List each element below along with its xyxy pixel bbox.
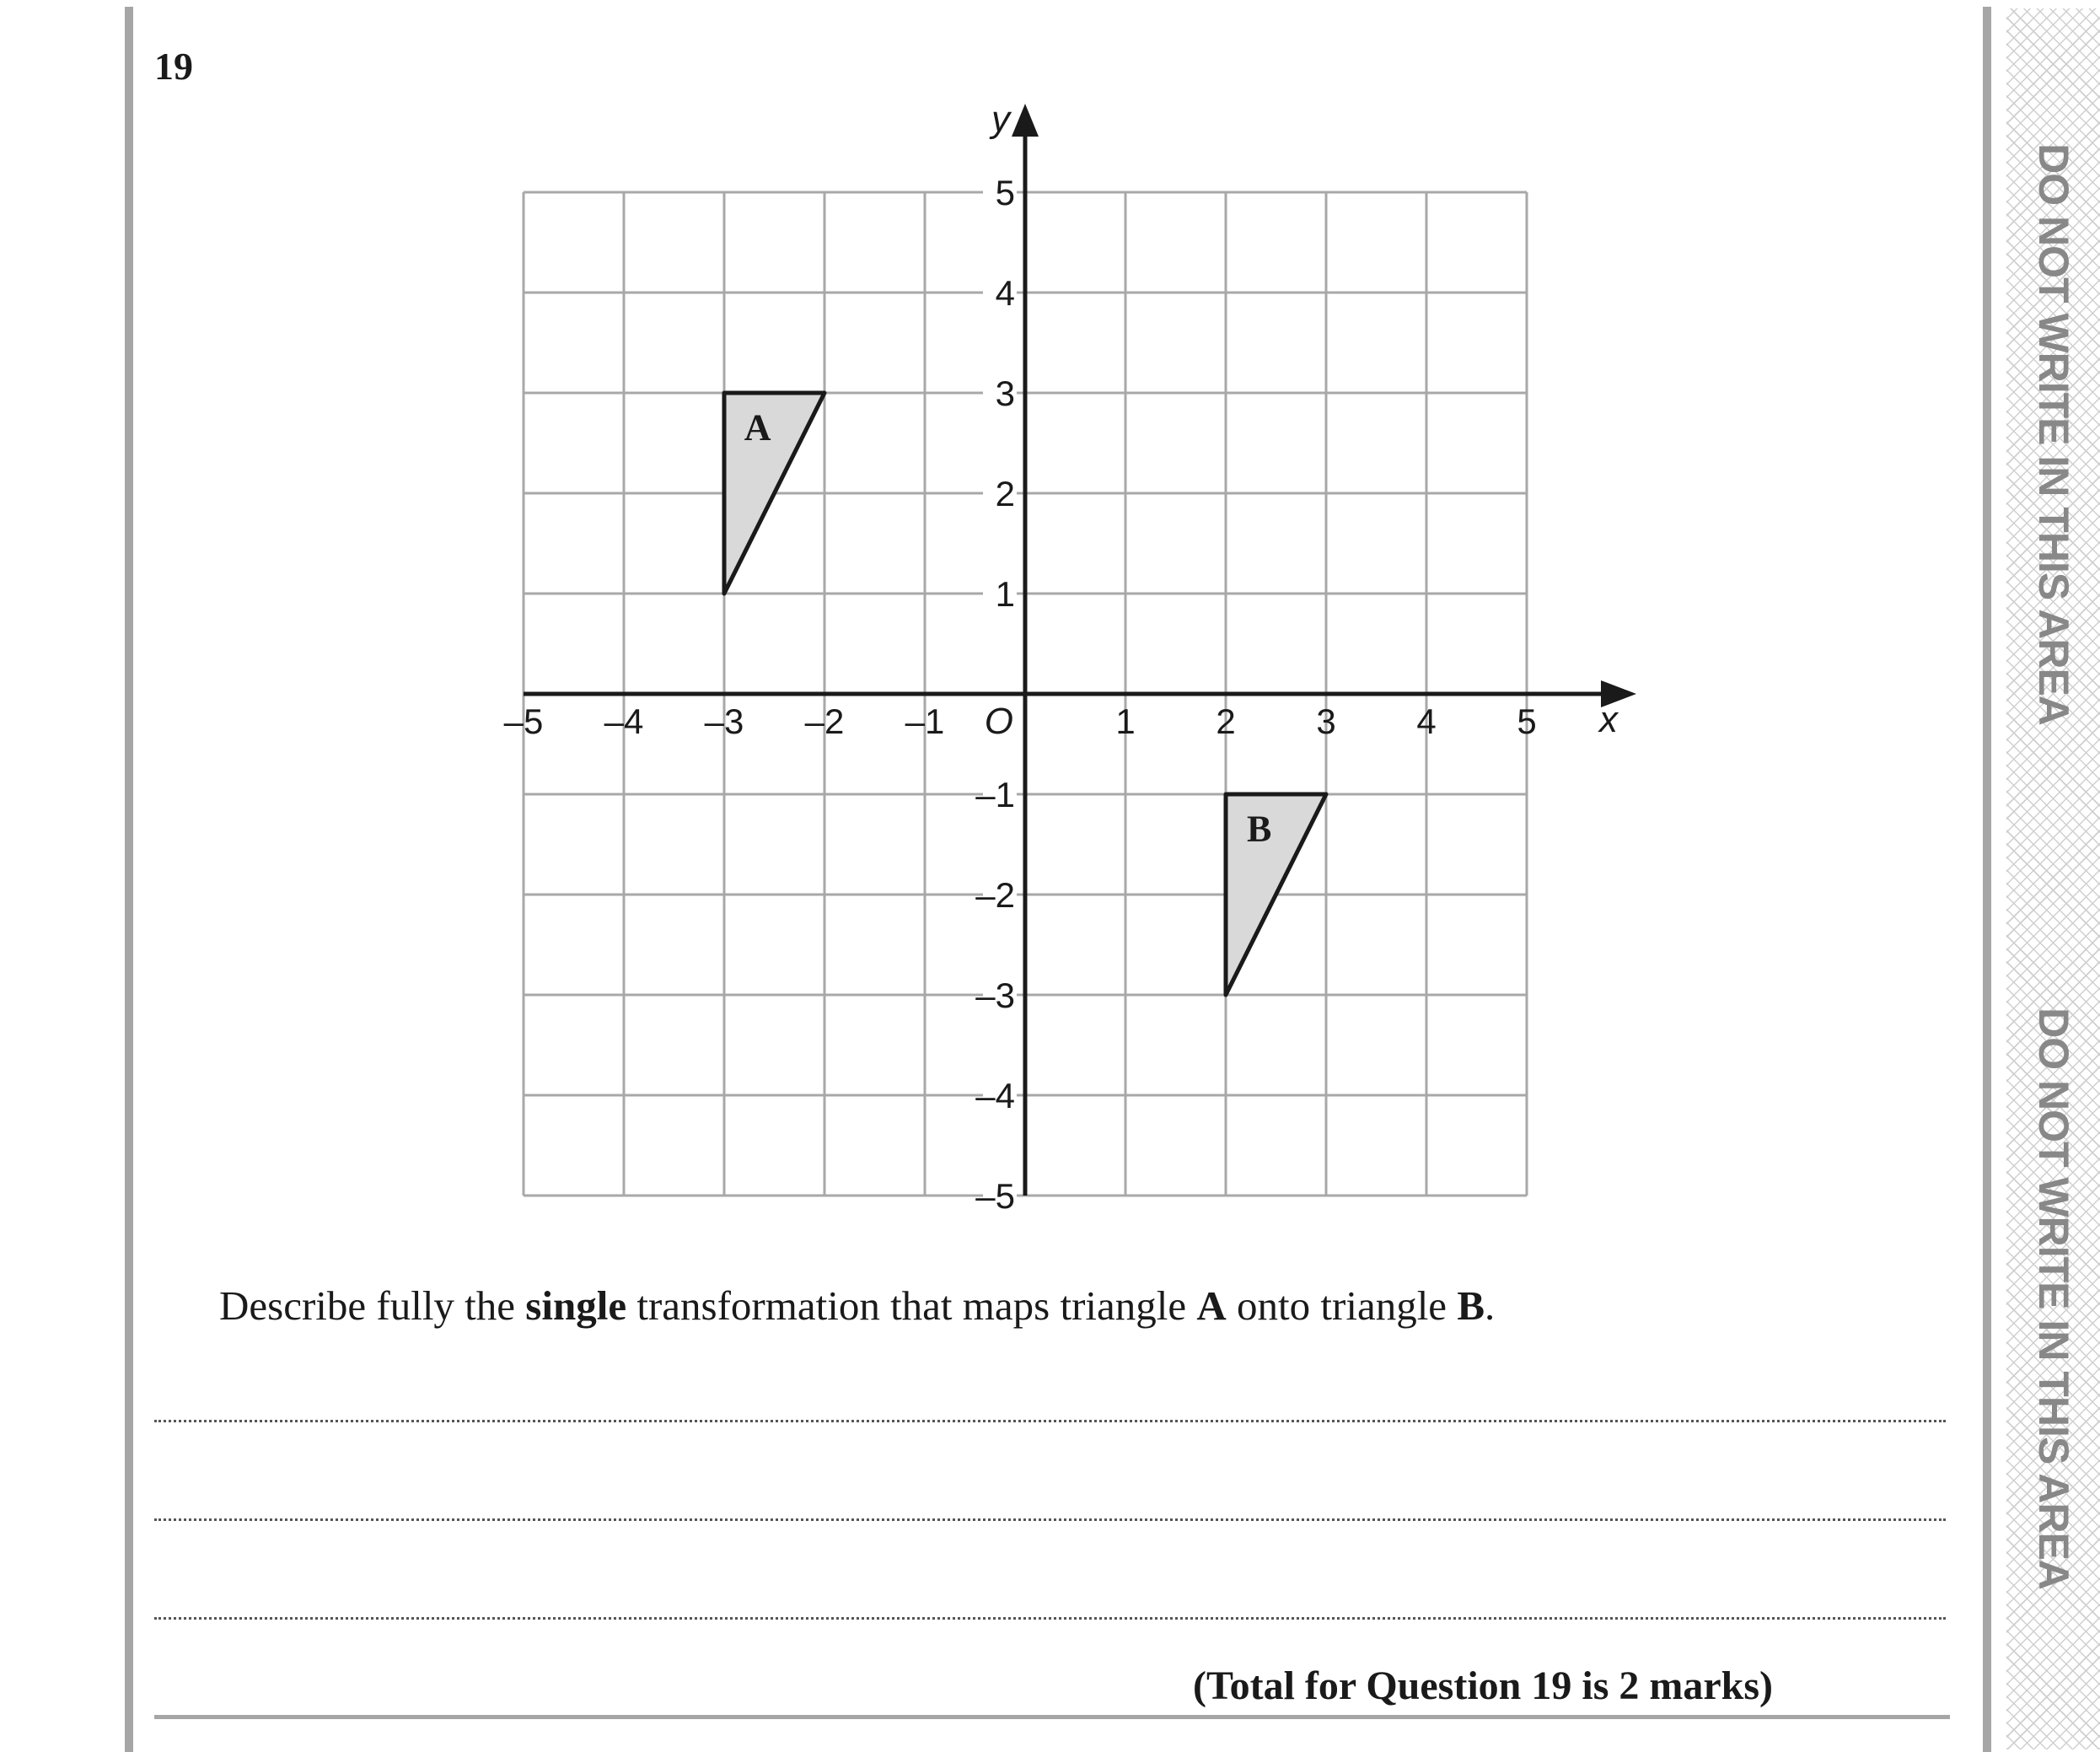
question-text [219, 1282, 1495, 1330]
x-tick-label: –2 [804, 701, 845, 741]
x-tick-label: –5 [503, 701, 544, 741]
axes [524, 104, 1636, 1196]
answer-line[interactable] [154, 1617, 1946, 1620]
x-tick-label: –4 [604, 701, 644, 741]
origin-label: O [984, 701, 1013, 742]
y-tick-label: 1 [995, 574, 1015, 614]
question-emphasis-single: single [525, 1282, 627, 1329]
question-emphasis-a: A [1196, 1282, 1227, 1329]
total-marks: (Total for Question 19 is 2 marks) [1193, 1663, 1774, 1708]
y-tick-label: 2 [995, 474, 1015, 513]
y-axis-label: y [991, 99, 1010, 140]
y-tick-label: 5 [995, 173, 1015, 212]
y-tick-label: –1 [975, 775, 1015, 814]
x-tick-label: 3 [1316, 701, 1336, 741]
y-tick-label: –5 [975, 1176, 1015, 1216]
x-tick-label: 2 [1216, 701, 1236, 741]
margin-notice-top: DO NOT WRITE IN THIS AREA [2030, 143, 2077, 725]
y-axis-arrow [1012, 104, 1039, 137]
triangle-label-a: A [744, 406, 771, 449]
x-tick-label: 5 [1517, 701, 1537, 741]
margin-notice-bottom: DO NOT WRITE IN THIS AREA [2030, 1008, 2077, 1589]
y-tick-label: 4 [995, 273, 1015, 313]
x-tick-label: –1 [905, 701, 945, 741]
question-text-part: transformation that maps triangle [626, 1282, 1197, 1329]
y-tick-label: –2 [975, 875, 1015, 915]
y-tick-label: 3 [995, 374, 1015, 413]
answer-line[interactable] [154, 1420, 1946, 1422]
question-text-part: onto triangle [1226, 1282, 1458, 1329]
bottom-rule [154, 1715, 1950, 1719]
triangle-label-b: B [1246, 808, 1272, 850]
y-tick-label: –3 [975, 975, 1015, 1015]
question-text-part: Describe fully the [219, 1282, 526, 1329]
x-tick-label: –3 [704, 701, 744, 741]
question-number: 19 [154, 45, 193, 88]
y-tick-label: –4 [975, 1076, 1015, 1115]
question-emphasis-b: B [1457, 1282, 1485, 1329]
tick-labels [504, 99, 1619, 1216]
x-tick-label: 1 [1115, 701, 1136, 741]
x-tick-label: 4 [1416, 701, 1437, 741]
answer-line[interactable] [154, 1518, 1946, 1521]
question-text-part: . [1485, 1282, 1496, 1329]
x-axis-label: x [1599, 699, 1618, 740]
